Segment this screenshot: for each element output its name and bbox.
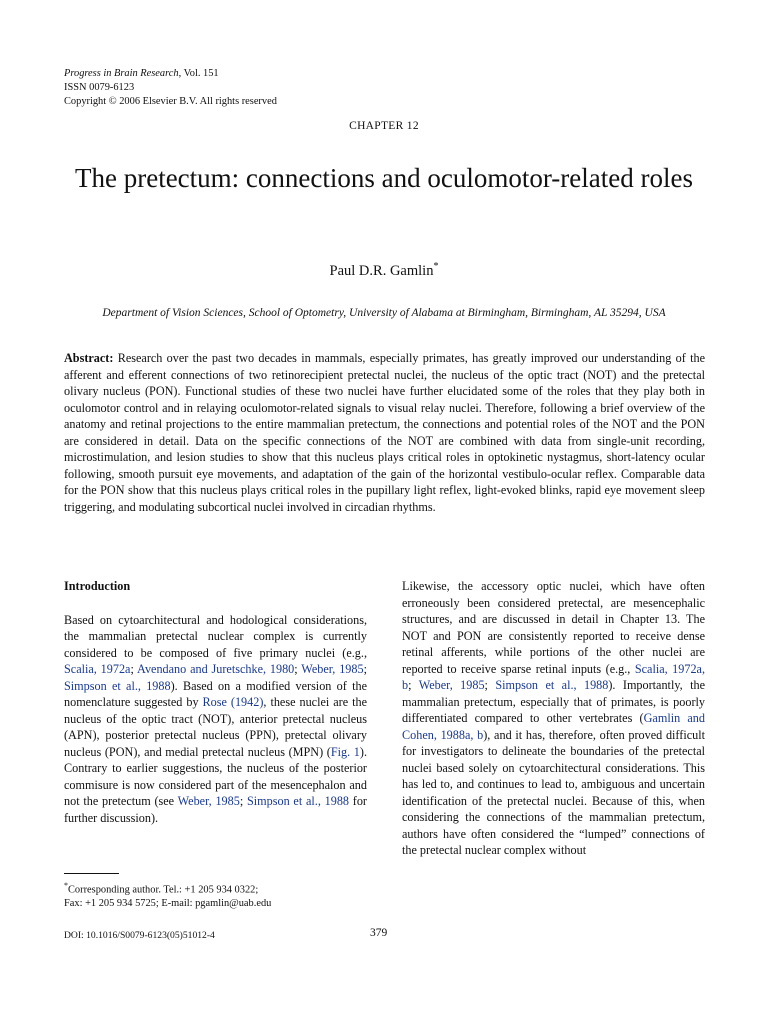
intro-paragraph-right — [402, 578, 705, 859]
body-text: ). Contrary to earlier suggestions, the nucleus of the posterior commisure is now considered part of the mesencephalon and not the pretectum (see — [64, 744, 367, 808]
citation-link[interactable]: Weber, 1985 — [301, 662, 364, 676]
doi: DOI: 10.1016/S0079-6123(05)51012-4 — [64, 930, 215, 941]
footnote-contact: Corresponding author. Tel.: +1 205 934 0322; — [68, 884, 259, 896]
body-text: for further discussion). — [64, 794, 367, 825]
citation-link[interactable]: Rose (1942) — [202, 695, 264, 709]
citation-link[interactable]: Weber, 1985 — [418, 678, 485, 692]
journal-volume: , Vol. 151 — [178, 68, 219, 79]
abstract-text: Research over the past two decades in mammals, especially primates, has greatly improved our understanding of the afferent and efferent connections of two retinorecipient pretectal nuclei, the nucleus of the optic tract (NOT) and the pretectal olivary nucleus (PON). Functional studies of these two nuclei have further elucidated some of the roles that they play both in oculomotor control and in relaying oculomotor-related signals to visual relay nuclei. Therefore, following a brief overview of the anatomy and retinal projections to the entire mammalian pretectum, the connections and potential roles of the NOT and the PON are considered in detail. Data on the specific connections of the NOT are combined with data from single-unit recording, microstimulation, and lesion studies to show that this nucleus plays critical roles in optokinetic nystagmus, short-latency ocular following, smooth pursuit eye movements, and adaptation of the gain of the horizontal vestibulo-ocular reflex. Comparable data for the PON show that this nucleus plays critical roles in the pupillary light reflex, light-evoked blinks, rapid eye movement sleep triggering, and modulating subcortical nuclei involved in circadian rhythms. — [64, 351, 705, 514]
citation-link[interactable]: Simpson et al., 1988 — [64, 678, 171, 693]
citation-link[interactable]: Scalia, 1972a — [64, 662, 131, 676]
footnote-divider — [64, 873, 119, 874]
citation-link[interactable]: Simpson et al., 1988 — [495, 678, 609, 692]
journal-name: Progress in Brain Research — [64, 68, 179, 79]
chapter-label: CHAPTER 12 — [349, 120, 419, 132]
figure-link[interactable]: Fig. 1 — [330, 744, 360, 759]
journal-copyright: Copyright © 2006 Elsevier B.V. All rights reserved — [64, 96, 277, 107]
body-text: ; — [294, 662, 302, 676]
footnote-mark: * — [64, 881, 68, 890]
body-text: ; — [363, 662, 367, 676]
citation-link[interactable]: Scalia, 1972a, b — [402, 661, 705, 692]
body-text: Based on cytoarchitectural and hodological considerations, the mammalian pretectal nuclear complex is currently considered to be composed of five primary nuclei (e.g., — [64, 612, 367, 660]
body-text: ; — [130, 662, 138, 676]
body-text: Likewise, the accessory optic nuclei, which have often erroneously been considered pretectal, are mesencephalic structures, and are discussed in detail in Chapter 13. The NOT and PON are consistently reported to receive dense retinal afferents, while portions of the other nuclei are reported to receive sparse retinal inputs (e.g., — [402, 579, 705, 676]
intro-paragraph-left — [64, 612, 367, 827]
citation-link[interactable]: Gamlin and Cohen, 1988a, b — [402, 711, 705, 742]
footnote-line — [64, 879, 374, 897]
body-text: ). Importantly, the mammalian pretectum, especially that of primates, is poorly differentiated compared to other vertebrates ( — [402, 678, 705, 725]
affiliation: Department of Vision Sciences, School of Optometry, University of Alabama at Birmingham, Birmingham, AL 35294, USA — [102, 307, 666, 319]
paper-title: The pretectum: connections and oculomotor-related roles — [75, 163, 693, 193]
journal-line — [64, 67, 277, 81]
citation-link[interactable]: Weber, 1985 — [177, 794, 240, 808]
left-column — [64, 578, 367, 826]
citation-link[interactable]: Simpson et al., 1988 — [247, 794, 350, 808]
right-column — [402, 578, 705, 859]
author-footnote-mark: * — [433, 261, 439, 272]
body-text: ), and it has, therefore, often proved difficult for investigators to delineate the boundaries of the pretectal nuclei based solely on cytoarchitectural considerations. This has led to, and continues to lead to, ambiguous and uncertain identification of the pretectal nuclei. Because of this, when considering the connections of the mammalian pretectum, authors have often considered the “lumped” connections of the pretectal nuclear complex without — [402, 727, 705, 857]
body-text: ; — [484, 678, 496, 692]
body-text: ; — [408, 678, 419, 692]
abstract-label: Abstract: — [64, 351, 114, 365]
introduction-heading: Introduction — [64, 579, 131, 593]
body-text: , these nuclei are the nucleus of the optic tract (NOT), anterior pretectal nucleus (APN), posterior pretectal nucleus (PPN), pretectal olivary nucleus (PON), and medial pretectal nucleus (MPN) ( — [64, 695, 367, 759]
footnote — [64, 879, 374, 911]
body-text: ; — [239, 794, 247, 808]
abstract — [64, 350, 705, 515]
body-text: ). Based on a modified version of the nomenclature suggested by — [64, 678, 367, 709]
footnote-email-line: Fax: +1 205 934 5725; E-mail: pgamlin@uab.edu — [64, 898, 272, 910]
journal-info — [64, 67, 277, 109]
journal-issn: ISSN 0079-6123 — [64, 82, 135, 93]
page-number: 379 — [370, 927, 388, 939]
citation-link[interactable]: Avendano and Juretschke, 1980 — [137, 662, 295, 676]
author-name: Paul D.R. Gamlin — [329, 262, 434, 279]
author-line — [0, 261, 768, 280]
